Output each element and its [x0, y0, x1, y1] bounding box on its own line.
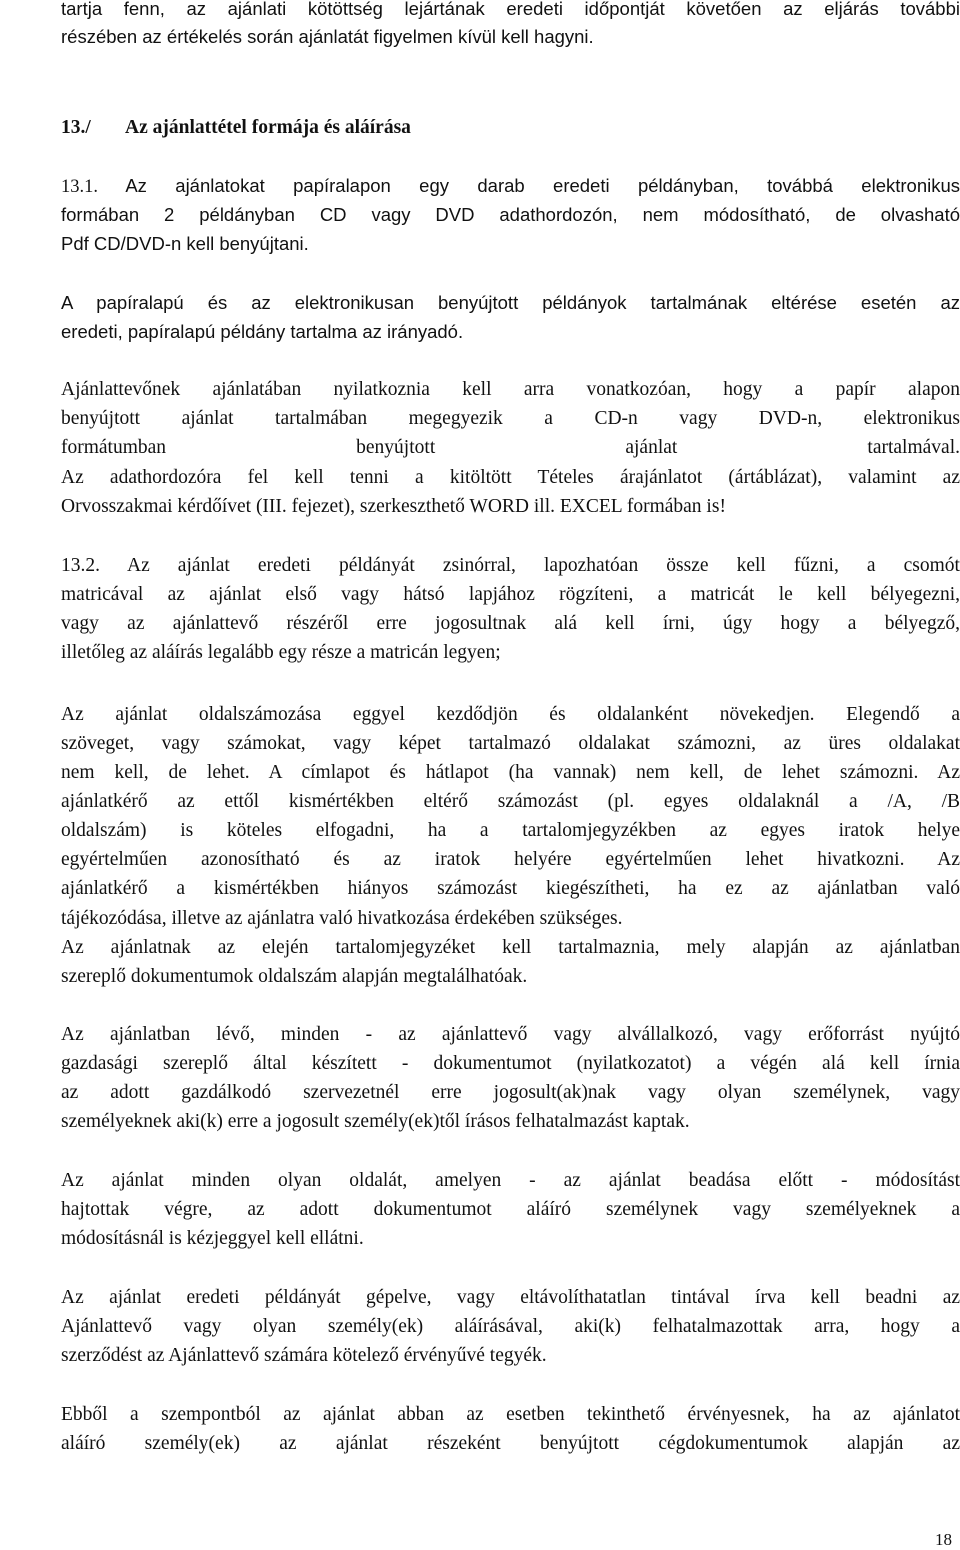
para-c-line-1: Az ajánlat oldalszámozása eggyel kezdődjön és oldalanként növekedjen. Elegendő a — [61, 704, 960, 725]
para-c-line-3: nem kell, de lehet. A címlapot és hátlapot (ha vannak) nem kell, de lehet számozni. Az — [61, 762, 960, 783]
para-c-line-8: tájékozódása, illetve az ajánlatra való hivatkozása érdekében szükséges. — [61, 908, 623, 929]
para-e-line-2: hajtottak végre, az adott dokumentumot aláíró személynek vagy személyeknek a — [61, 1199, 960, 1220]
para-d-line-4: személyeknek aki(k) erre a jogosult személy(ek)től írásos felhatalmazást kaptak. — [61, 1111, 690, 1132]
sub1-line-2: formában 2 példányban CD vagy DVD adathordozón, nem módosítható, de olvasható — [61, 204, 960, 225]
para-f-line-3: szerződést az Ajánlattevő számára kötelező érvényűvé tegyék. — [61, 1345, 547, 1366]
para-c-line-2: szöveget, vagy számokat, vagy képet tartalmazó oldalakat számozni, az üres oldalakat — [61, 733, 960, 754]
section-number: 13./ — [61, 117, 91, 138]
continuation-line-2: részében az értékelés során ajánlatát figyelmen kívül kell hagyni. — [61, 26, 594, 47]
para-d-line-3: az adott gazdálkodó szervezetnél erre jogosult(ak)nak vagy olyan személynek, vagy — [61, 1082, 960, 1103]
para-b-line-1: Ajánlattevőnek ajánlatában nyilatkoznia kell arra vonatkozóan, hogy a papír alapon — [61, 379, 960, 400]
section-title: Az ajánlattétel formája és aláírása — [125, 117, 411, 138]
para-d-line-2: gazdasági szereplő által készített - dokumentumot (nyilatkozatot) a végén alá kell írnia — [61, 1053, 960, 1074]
para-b-line-2: benyújtott ajánlat tartalmában megegyezik a CD-n vagy DVD-n, elektronikus — [61, 408, 960, 429]
sub2-line-2: matricával az ajánlat első vagy hátsó lapjához rögzíteni, a matricát le kell bélyegezni, — [61, 584, 960, 605]
para-b-line-5: Orvosszakmai kérdőívet (III. fejezet), szerkeszthető WORD ill. EXCEL formában is! — [61, 496, 726, 517]
para-c-line-4: ajánlatkérő az ettől kismértékben eltérő számozást (pl. egyes oldalaknál a /A, /B — [61, 791, 960, 812]
sub2-line-1: 13.2. Az ajánlat eredeti példányát zsinórral, lapozhatóan össze kell fűzni, a csomót — [61, 551, 960, 580]
para-c-line-6: egyértelműen azonosítható és az iratok helyére egyértelműen lehet hivatkozni. Az — [61, 849, 960, 870]
para-c-line-7: ajánlatkérő a kismértékben hiányos számozást kiegészítheti, ha ez az ajánlatban való — [61, 878, 960, 899]
para-e-line-3: módosításnál is kézjeggyel kell ellátni. — [61, 1228, 364, 1249]
para-e-line-1: Az ajánlat minden olyan oldalát, amelyen - az ajánlat beadása előtt - módosítást — [61, 1170, 960, 1191]
para-a-line-2: eredeti, papíralapú példány tartalma az irányadó. — [61, 321, 464, 342]
para-d-line-1: Az ajánlatban lévő, minden - az ajánlattevő vagy alvállalkozó, vagy erőforrást nyújtó — [61, 1024, 960, 1045]
continuation-line-1: tartja fenn, az ajánlati kötöttség lejártának eredeti időpontját követően az eljárás további — [61, 0, 960, 19]
para-c-line-9: Az ajánlatnak az elején tartalomjegyzéket kell tartalmaznia, mely alapján az ajánlatban — [61, 937, 960, 958]
para-a-line-1: A papíralapú és az elektronikusan benyújtott példányok tartalmának eltérése esetén az — [61, 292, 960, 313]
sub2-line-4: illetőleg az aláírás legalább egy része a matricán legyen; — [61, 642, 501, 663]
para-c-line-5: oldalszám) is köteles elfogadni, ha a tartalomjegyzékben az egyes iratok helye — [61, 820, 960, 841]
para-f-line-1: Az ajánlat eredeti példányát gépelve, vagy eltávolíthatatlan tintával írva kell beadni az — [61, 1287, 960, 1308]
para-b-line-3: formátumban benyújtott ajánlat tartalmával. — [61, 437, 960, 458]
para-b-line-4: Az adathordozóra fel kell tenni a kitöltött Tételes árajánlatot (ártáblázat), valamint az — [61, 467, 960, 488]
para-g-line-1: Ebből a szempontból az ajánlat abban az esetben tekinthető érvényesnek, ha az ajánlatot — [61, 1404, 960, 1425]
page-number: 18 — [935, 1530, 952, 1549]
para-g-line-2: aláíró személy(ek) az ajánlat részeként benyújtott cégdokumentumok alapján az — [61, 1433, 960, 1454]
sub2-number: 13.2. — [61, 555, 100, 576]
sub1-line-3: Pdf CD/DVD-n kell benyújtani. — [61, 233, 309, 254]
sub1-number: 13.1. — [61, 177, 98, 197]
para-f-line-2: Ajánlattevő vagy olyan személy(ek) aláírásával, aki(k) felhatalmazottak arra, hogy a — [61, 1316, 960, 1337]
para-c-line-10: szereplő dokumentumok oldalszám alapján megtalálhatóak. — [61, 966, 528, 987]
sub2-line-3: vagy az ajánlattevő részéről erre jogosultnak alá kell írni, úgy hogy a bélyegző, — [61, 613, 960, 634]
sub1-line-1: 13.1. Az ajánlatokat papíralapon egy darab eredeti példányban, továbbá elektronikus — [61, 171, 960, 202]
section-heading — [61, 113, 960, 142]
